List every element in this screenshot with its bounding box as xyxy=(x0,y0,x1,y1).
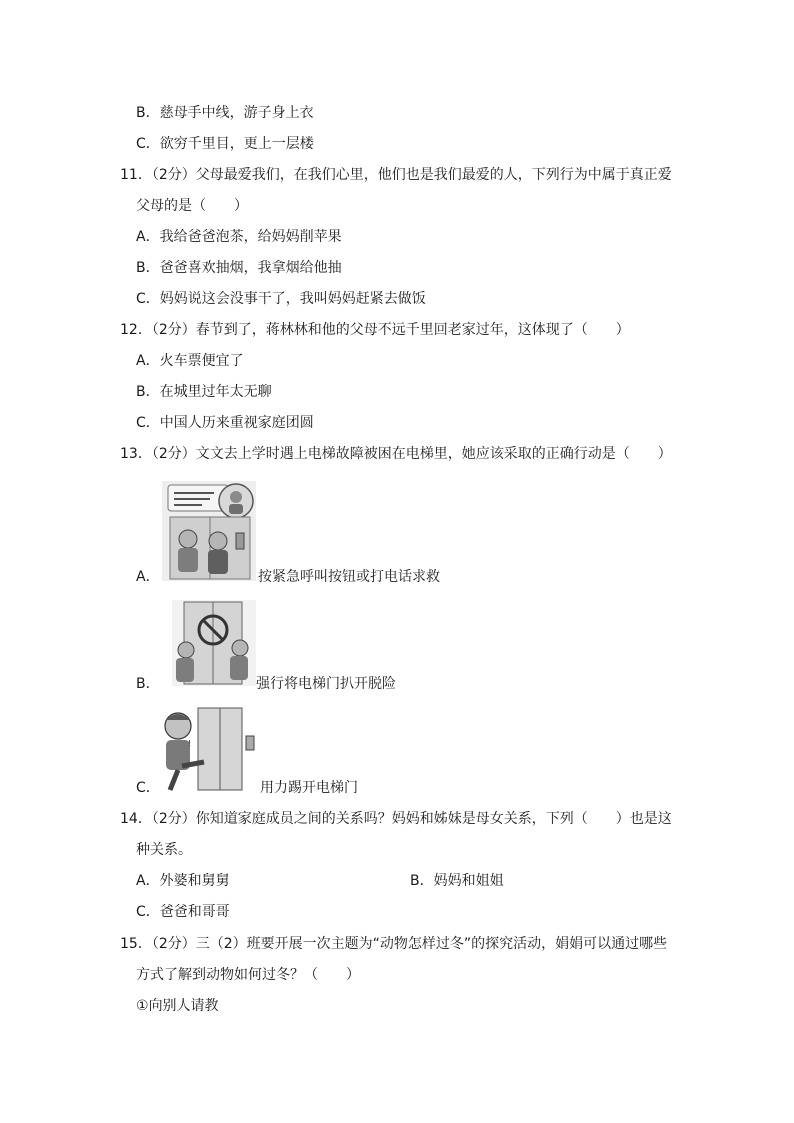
option-text: 妈妈和姐姐 xyxy=(433,873,504,889)
q15-stem-cont: 方式了解到动物如何过冬？（ ） xyxy=(136,967,360,983)
question-score: （2分） xyxy=(151,322,196,338)
option-text: 我给爸爸泡茶，给妈妈削苹果 xyxy=(159,229,342,245)
option-text: 中国人历来重视家庭团圆 xyxy=(159,415,314,431)
q13-option-c-letter: C． xyxy=(136,780,160,796)
elevator-kick-door-illustration xyxy=(158,706,260,794)
question-number: 11． xyxy=(120,167,152,183)
q14-option-c xyxy=(136,902,230,922)
q12-option-a xyxy=(136,351,244,371)
question-score: （2分） xyxy=(151,936,196,952)
option-letter: C． xyxy=(136,415,160,431)
option-text: 慈母手中线，游子身上衣 xyxy=(159,105,314,121)
option-letter: A． xyxy=(136,873,160,889)
option-text: 爸爸喜欢抽烟，我拿烟给他抽 xyxy=(159,260,342,276)
option-letter: B． xyxy=(136,260,160,276)
question-score: （2分） xyxy=(151,446,196,462)
option-letter: B． xyxy=(136,105,160,121)
option-letter: B． xyxy=(136,384,160,400)
item-marker: ① xyxy=(136,998,149,1014)
question-number: 15． xyxy=(120,936,152,952)
q13-option-a-letter: A． xyxy=(136,569,160,585)
elevator-force-open-illustration xyxy=(172,600,256,686)
q13-stem xyxy=(120,444,672,464)
q12-option-c xyxy=(136,413,314,433)
question-stem: 春节到了，蒋林林和他的父母不远千里回老家过年，这体现了（ ） xyxy=(195,322,630,338)
option-text: 爸爸和哥哥 xyxy=(159,904,230,920)
option-letter: C． xyxy=(136,904,160,920)
q15-stem xyxy=(120,934,667,954)
question-score: （2分） xyxy=(151,167,196,183)
q10-option-b xyxy=(136,103,314,123)
q11-option-c xyxy=(136,289,426,309)
q14-option-a xyxy=(136,871,230,891)
q11-stem xyxy=(120,165,672,185)
option-text: 外婆和舅舅 xyxy=(159,873,230,889)
q14-stem xyxy=(120,809,672,829)
option-letter: B． xyxy=(410,873,434,889)
question-number: 12． xyxy=(120,322,152,338)
q12-option-b xyxy=(136,382,272,402)
q11-stem-cont: 父母的是（ ） xyxy=(136,198,248,214)
option-text: 火车票便宜了 xyxy=(159,353,244,369)
q11-option-b xyxy=(136,258,342,278)
q14-option-b xyxy=(410,871,504,891)
q13-option-b-text: 强行将电梯门扒开脱险 xyxy=(256,676,396,692)
option-letter: A． xyxy=(136,353,160,369)
option-text: 欲穷千里目，更上一层楼 xyxy=(159,136,314,152)
question-number: 14． xyxy=(120,811,152,827)
question-number: 13． xyxy=(120,446,152,462)
q10-option-c xyxy=(136,134,314,154)
question-stem: 文文去上学时遇上电梯故障被困在电梯里，她应该采取的正确行动是（ ） xyxy=(195,446,672,462)
q13-option-a-text: 按紧急呼叫按钮或打电话求救 xyxy=(258,569,440,585)
option-text: 在城里过年太无聊 xyxy=(159,384,272,400)
q13-option-c-text: 用力踢开电梯门 xyxy=(260,780,358,796)
option-letter: C． xyxy=(136,136,160,152)
q12-stem xyxy=(120,320,630,340)
q11-option-a xyxy=(136,227,342,247)
elevator-emergency-call-illustration xyxy=(162,481,256,581)
q15-item-1 xyxy=(136,996,219,1016)
svg-text:!: ! xyxy=(188,739,192,748)
q13-option-b-letter: B． xyxy=(136,676,160,692)
item-text: 向别人请教 xyxy=(148,998,219,1014)
question-stem: 三（2）班要开展一次主题为“动物怎样过冬”的探究活动，娟娟可以通过哪些 xyxy=(195,936,668,952)
question-score: （2分） xyxy=(151,811,196,827)
option-letter: A． xyxy=(136,229,160,245)
question-stem: 父母最爱我们，在我们心里，他们也是我们最爱的人，下列行为中属于真正爱 xyxy=(195,167,672,183)
question-stem: 你知道家庭成员之间的关系吗？妈妈和姊妹是母女关系，下列（ ）也是这 xyxy=(195,811,672,827)
option-letter: C． xyxy=(136,291,160,307)
q14-stem-cont: 种关系。 xyxy=(136,842,192,858)
option-text: 妈妈说这会没事干了，我叫妈妈赶紧去做饭 xyxy=(159,291,426,307)
